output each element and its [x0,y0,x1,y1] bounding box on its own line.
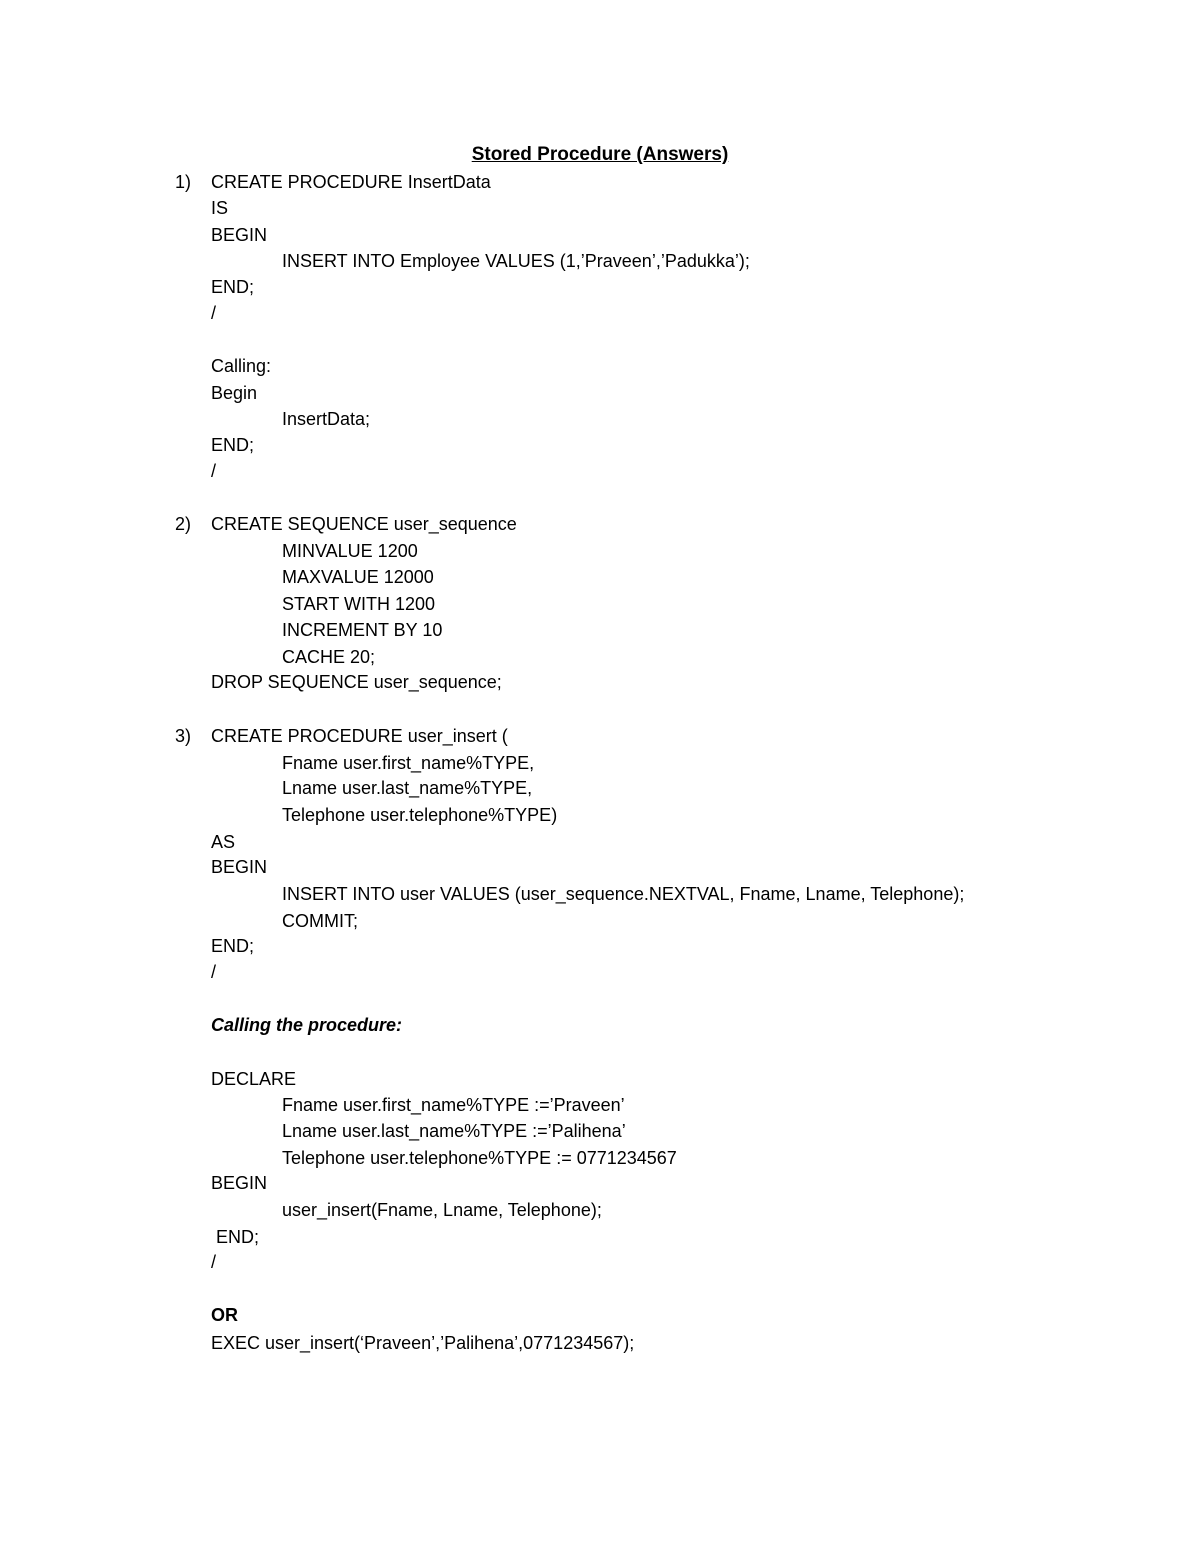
code-line: MAXVALUE 12000 [282,567,434,587]
code-line: user_insert(Fname, Lname, Telephone); [282,1200,602,1220]
question-number-2: 2) [175,514,192,534]
code-line: INSERT INTO Employee VALUES (1,’Praveen’,’Padukka’); [282,251,750,271]
code-line: END; [211,435,255,455]
code-line: Fname user.first_name%TYPE :=’Praveen’ [282,1095,625,1115]
code-line: CREATE PROCEDURE InsertData [211,172,491,192]
page-title: Stored Procedure (Answers) [471,144,729,165]
code-line: Telephone user.telephone%TYPE) [282,805,558,825]
or-label: OR [211,1305,238,1325]
code-line: DROP SEQUENCE user_sequence; [211,672,502,692]
code-line: Calling: [211,356,272,376]
code-line: END; [211,277,255,297]
code-line: END; [211,936,255,956]
code-line: CREATE PROCEDURE user_insert ( [211,726,508,746]
code-line: BEGIN [211,1173,268,1193]
code-line: END; [216,1227,260,1247]
code-line: / [211,962,217,982]
question-number-1: 1) [175,172,192,192]
code-line: Begin [211,383,258,403]
code-line: CREATE SEQUENCE user_sequence [211,514,517,534]
question-number-3: 3) [175,726,192,746]
code-line: InsertData; [282,409,371,429]
code-line: BEGIN [211,225,268,245]
code-line: DECLARE [211,1069,297,1089]
exec-line: EXEC user_insert(‘Praveen’,’Palihena’,0771234567); [211,1333,635,1353]
code-line: INSERT INTO user VALUES (user_sequence.NEXTVAL, Fname, Lname, Telephone); [282,884,965,904]
code-line: AS [211,832,236,852]
code-line: / [211,461,217,481]
code-line: INCREMENT BY 10 [282,620,443,640]
code-line: BEGIN [211,857,268,877]
code-line: START WITH 1200 [282,594,436,614]
code-line: Telephone user.telephone%TYPE := 0771234567 [282,1148,677,1168]
code-line: Fname user.first_name%TYPE, [282,753,535,773]
code-line: / [211,303,217,323]
code-line: Lname user.last_name%TYPE :=’Palihena’ [282,1121,626,1141]
code-line: / [211,1252,217,1272]
code-line: IS [211,198,229,218]
calling-heading: Calling the procedure: [211,1015,403,1035]
code-line: Lname user.last_name%TYPE, [282,778,533,798]
code-line: CACHE 20; [282,647,376,667]
code-line: COMMIT; [282,911,358,931]
code-line: MINVALUE 1200 [282,541,418,561]
